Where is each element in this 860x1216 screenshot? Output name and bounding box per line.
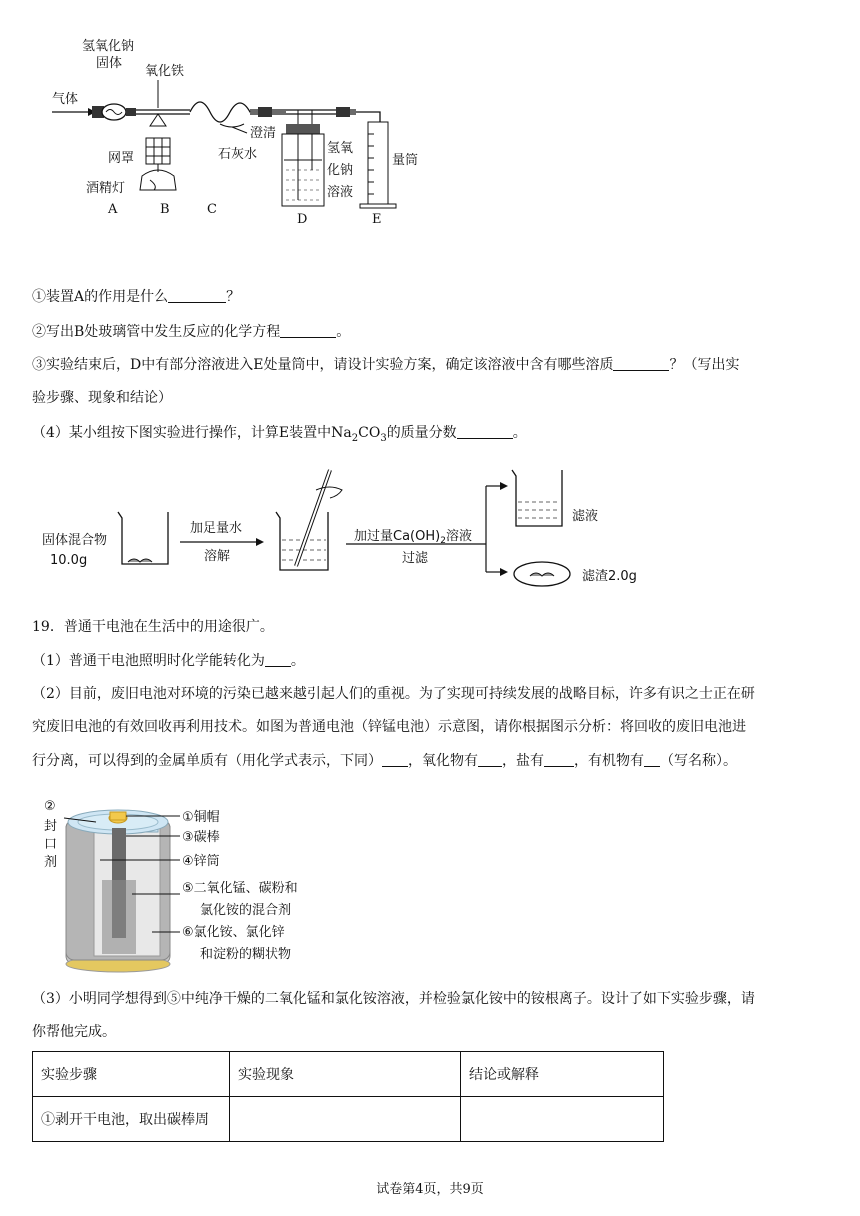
naoh-solid-label-2: 固体 bbox=[96, 56, 123, 71]
residue-label: 滤渣2.0g bbox=[582, 569, 637, 584]
table-header-row bbox=[33, 1052, 664, 1097]
battery-label-mix-2: 氯化铵的混合剂 bbox=[200, 903, 292, 918]
naoh-solid-label-1: 氢氧化钠 bbox=[82, 39, 135, 54]
apparatus-figure bbox=[0, 0, 860, 235]
q19-p1: （1）普通干电池照明时化学能转化为 。 bbox=[32, 646, 832, 677]
q19-p3-line1: （3）小明同学想得到⑤中纯净干燥的二氧化锰和氯化铵溶液，并检验氯化铵中的铵根离子。设计了如下实验步骤，请 bbox=[32, 991, 755, 1007]
table-header-cell: 实验步骤 bbox=[33, 1052, 230, 1097]
q19-p3-line2: 你帮他完成。 bbox=[32, 1024, 116, 1040]
experiment-table bbox=[32, 1051, 664, 1142]
limewater-label-1: 澄清 bbox=[250, 126, 277, 141]
flow-figure bbox=[0, 462, 860, 602]
page-footer: 试卷第4页，共9页 bbox=[376, 1182, 484, 1197]
sealant-label-3: 口 bbox=[44, 837, 58, 852]
sealant-label-1: ② bbox=[44, 799, 56, 814]
q19-p2-line2: 究废旧电池的有效回收再利用技术。如图为普通电池（锌锰电池）示意图，请你根据图示分析：将回收的废旧电池进 bbox=[32, 719, 746, 735]
question-a: ①装置A的作用是什么 ？ bbox=[32, 282, 832, 313]
letter-d: D bbox=[297, 212, 308, 227]
cylinder-label: 量筒 bbox=[392, 153, 419, 168]
table-cell: ①剥开干电池，取出碳棒周 bbox=[33, 1097, 230, 1142]
filtrate-label: 滤液 bbox=[572, 509, 599, 524]
alcohol-lamp-label: 酒精灯 bbox=[86, 181, 126, 196]
q19-title: 19．普通干电池在生活中的用途很广。 bbox=[32, 619, 274, 635]
add-water-label: 加足量水 bbox=[190, 521, 243, 536]
letter-c: C bbox=[207, 202, 217, 217]
add-caoh-label: 加过量$Ca(OH)_2$溶液 bbox=[354, 529, 472, 546]
table-row bbox=[33, 1097, 664, 1142]
filter-label: 过滤 bbox=[402, 551, 429, 566]
gas-label: 气体 bbox=[52, 92, 79, 107]
naoh-solution-label-1: 氢氧 bbox=[327, 141, 354, 156]
dissolve-label: 溶解 bbox=[204, 549, 231, 564]
table-cell[interactable] bbox=[461, 1097, 664, 1142]
q19-p2-line3: 行分离，可以得到的金属单质有（用化学式表示，下同） ，氧化物有 ，盐有 ，有机物有 （写名称）。 bbox=[32, 746, 832, 777]
question-b: ②写出B处玻璃管中发生反应的化学方程 。 bbox=[32, 317, 832, 348]
iron-oxide-label: 氧化铁 bbox=[145, 64, 185, 79]
table-header-cell: 结论或解释 bbox=[461, 1052, 664, 1097]
battery-label-mix-1: ⑤二氧化锰、碳粉和 bbox=[182, 881, 298, 896]
question-c-line1: ③实验结束后，D中有部分溶液进入E处量筒中，请设计实验方案，确定该溶液中含有哪些溶质 ？（写出实 bbox=[32, 350, 832, 381]
letter-a: A bbox=[108, 202, 118, 217]
battery-label-rod: ③碳棒 bbox=[182, 830, 220, 845]
battery-label-zinc: ④锌筒 bbox=[182, 854, 220, 869]
question-c-line2: 验步骤、现象和结论） bbox=[32, 390, 172, 406]
naoh-solution-label-3: 溶液 bbox=[327, 185, 354, 200]
battery-figure bbox=[0, 790, 860, 976]
gauze-label: 网罩 bbox=[108, 151, 135, 166]
q19-p2-line1: （2）目前，废旧电池对环境的污染已越来越引起人们的重视。为了实现可持续发展的战略目标，许多有识之士正在研 bbox=[32, 686, 755, 702]
battery-label-cap: ①铜帽 bbox=[182, 810, 220, 825]
sealant-label-2: 封 bbox=[44, 819, 58, 834]
letter-e: E bbox=[372, 212, 382, 227]
table-header-cell: 实验现象 bbox=[230, 1052, 461, 1097]
limewater-label-2: 石灰水 bbox=[218, 147, 258, 162]
solid-mixture-label: 固体混合物 bbox=[42, 533, 108, 548]
sealant-label-4: 剂 bbox=[44, 855, 58, 870]
battery-label-paste-2: 和淀粉的糊状物 bbox=[200, 947, 292, 962]
table-cell[interactable] bbox=[230, 1097, 461, 1142]
question-4: （4）某小组按下图实验进行操作，计算E装置中$Na_2CO_3$的质量分数 。 bbox=[32, 418, 832, 454]
letter-b: B bbox=[160, 202, 170, 217]
mass-label: 10.0g bbox=[50, 553, 88, 568]
battery-label-paste-1: ⑥氯化铵、氯化锌 bbox=[182, 925, 285, 940]
naoh-solution-label-2: 化钠 bbox=[327, 163, 354, 178]
